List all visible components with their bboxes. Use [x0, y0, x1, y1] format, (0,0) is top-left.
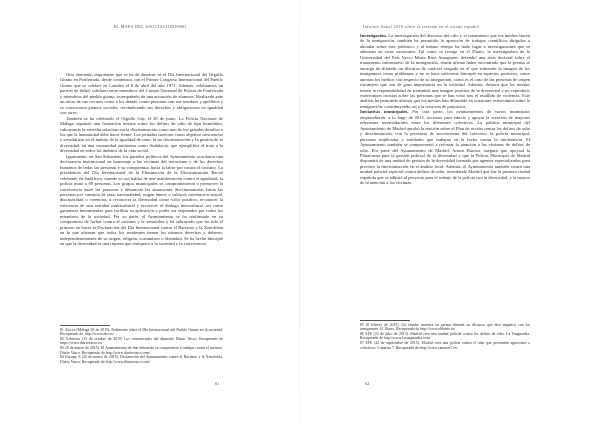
- paragraph-body: La investigación del discurso del odio y el tratamiento que los medios hacen de la inmigración, también ha permitido la aparición de trabajos científicos dirigidos a ahondar sobre este polémico y al mismo tiempo ha dado lugar a investigaciones que se adentran en estas cuestiones. Tal como se recoge en el Diario, la investigadora de la Universidad del País Vasco María Ruiz Aranguren, defendió una tesis doctoral sobre el tratamiento informativo de la inmigración, donde afirma haber encontrado que la prensa se encarga de difundir un discurso de carácter sesgado en el que sobresale la imagen de los inmigrantes como problemas y no se hace suficiente hincapié en aspectos positivos, como aportan los medios con respecto de su integración, como es el caso de las personas de origen extranjero que son de gran importancia en la sociedad. Además, destaca que los medios tienen la responsabilidad de transmitir una imagen positiva de la diversidad y no reproducir estereotipos racistas sobre las personas que se han visto tras el estallido de violencia. Este análisis ha permitido afirmar que los medios han difundido en ocasiones estereotipos sobre la inmigración, contribuyendo así a la creación de prejuicios.: [360, 33, 530, 109]
- page-number-left: 61: [215, 381, 220, 386]
- left-body-text: [60, 72, 223, 247]
- footnote-rule: [60, 325, 110, 326]
- footnote: 87 EFE (22 de septiembre de 2015). Madrid crea una policía contra el odio que prevendrá agresiones a colectivos. Canarias 7. Recuperado de http://www.canarias7.es/: [360, 340, 530, 350]
- page-number-right: 62: [365, 381, 370, 386]
- footnote: 81 Abc.es (Málaga 28 de 2015). Pedimento sobre el Día Internacional del Pueblo Gitano en la sociedad. Recuperado de: http://www.abc.es/: [60, 327, 223, 337]
- paragraph: [360, 109, 530, 185]
- paragraph: [360, 33, 530, 109]
- footnote: 86 EFE (22 de julio de 2015). Madrid crea una unidad policial contra los delitos de odio. La Vanguardia. Recuperado de http://www.lavanguardia.com/: [360, 331, 530, 341]
- footnote: 82 Gobierno (15 de octubre de 2015) Los comunicados del diputado Diario Vasco. Recuperado de https://www.diariovasco.es/: [60, 336, 223, 346]
- footnote: 84 Europa, 8 (26 de marzo de 2015). Declaración del Ayuntamiento contra el Racismo y la Xenofobia. Diario Vasco. Recuperado de http://www.diariovasco.com/: [60, 355, 223, 364]
- right-footnotes: [360, 320, 530, 350]
- footnote-rule: [360, 320, 410, 321]
- right-body-text: [360, 33, 530, 186]
- right-page: [300, 0, 600, 424]
- running-head-left: EL MAPA DEL ASOCIACIONISMO: [113, 24, 187, 29]
- paragraph-body: Por otra parte, los ayuntamientos de varios municipios emprendieron, a lo largo de 2015, acciones para educar y apoyar la creación de mayores relaciones interculturales entre los diferentes colectivos. La política municipal del Ayuntamiento de Madrid aprobó la moción sobre el Plan de acción contra los delitos de odio y discriminación, con la presencia de asociaciones del colectivo, la policía municipal, personas implicadas y entidades que trabajan en la lucha contra la intolerancia. El Ayuntamiento también se comprometió a reforzar la atención a las víctimas de delitos de odio. Por parte del Ayuntamiento de Madrid, Arturo Barrios, aseguró que apoyará la Plataforma para la gestión policial de la diversidad y que la Policía Municipal de Madrid dispondrá de una unidad de gestión de la diversidad formada por agentes especializados para prevenir la discriminación en el ámbito local. Además, el Ayuntamiento también creará una unidad policial especial contra delitos de odio, recordando Madrid que fue la primera ciudad española que se adhirió al proyecto para el trabajo de la policía con la diversidad, y la mejora de la atención a las víctimas.: [360, 109, 531, 186]
- paragraph: Igualmente, en San Sebastián, los partidos políticos del Ayuntamiento acordaron una declaración institucional en homenaje a las víctimas del terrorismo y de los derechos humanos de todas las personas y su compromiso hacia la labor por contra el racismo. La presidencia del Día Internacional de la Eliminación de la Discriminación Racial celebrado en Sudáfrica, cuando se usó hablar de una manifestación contra el apartheid, la policía mató a 69 personas. Los grupos municipales se comprometieron a promover la convivencia entre las personas y denunciar las situaciones discriminatorias hacia las personas por cuestión de raza, nacionalidad, origen étnico o cultural, orientación sexual, discapacidad o creencias, a reconocer la diversidad como valor positivo, reconocer la existencia de una realidad multicultural y favorecer el diálogo intercultural, así como garantizar herramientas para facilitar su aplicación y poder ser respetados por todos los miembros de la sociedad. Por su parte, el Ayuntamiento se ha reafirmado en su compromiso de luchar contra el racismo y la xenofobia y ha subrayado que ha sido el primero en hacer la Declaración del Día Internacional contra el Racismo y la Xenofobia en la que afirman que todos los residentes tienen los mismos derechos y deberes, independientemente de su origen, religión, costumbres o identidad. Se ha hecho hincapié en que la diversidad es una riqueza que enriquece a la sociedad y la convivencia.: [60, 153, 223, 247]
- paragraph-lead: Investigación.: [360, 33, 387, 38]
- footnote: 85 (8 febrero de 2015). Un estudio muestra en prensa difunde un discurso que dice negativo con los inmigrantes. El Diario. Recuperado de http://www.eldiario.es/: [360, 322, 530, 332]
- running-head-right: Informe Anual 2016 sobre el racismo en el estado español: [363, 24, 480, 29]
- footnote: 83 20 de marzo de 2015). El Ayuntamiento de San Sebastián se compromete a trabajar contra el racismo. Diario Vasco. Recuperado de http://www.diariovasco.com/: [60, 345, 223, 355]
- paragraph-lead: Iniciativas municipales.: [360, 109, 409, 115]
- paragraph: Otro elemento importante que se ha de destacar es el Día Internacional del Orgullo Gitano en Ponferrada, desde comienzos con el Primer Congreso Internacional del Pueblo Gitano que se celebró en Londres el 8 de abril del año 1971. Además, celebramos un partido de fútbol solidario entre miembros del Cuerpo Nacional de Policía de Ponferrada y miembros del pueblo gitano, acompañado de una actuación de alumnos. Realizado ante un aforo de sus vecinos como a los demás, como personas con sus nombres y apellidos y se convocaron gitanos sociales, reivindicando sus derechos y obligaciones en igualdad con otros.: [60, 72, 223, 116]
- paragraph: También se ha celebrado el Orgullo Gay, el 28 de junio. La Policía Nacional de Málaga organizó una formación interna sobre los delitos de odio de tipo homófobo, subrayando la estrecha relación con la discriminación como uno de los grandes desafíos a los que la humanidad debe hacer frente. Los jornadas tuvieron como objetivo concienciar y sensibilizar en el ámbito de la igualdad de trato, la no discriminación y la gestión de la diversidad, en una comunidad autónoma como Andalucía, que ejemplifica el trato a la diversidad en todos los ámbitos de la vida social.: [60, 115, 223, 154]
- left-footnotes: [60, 325, 223, 364]
